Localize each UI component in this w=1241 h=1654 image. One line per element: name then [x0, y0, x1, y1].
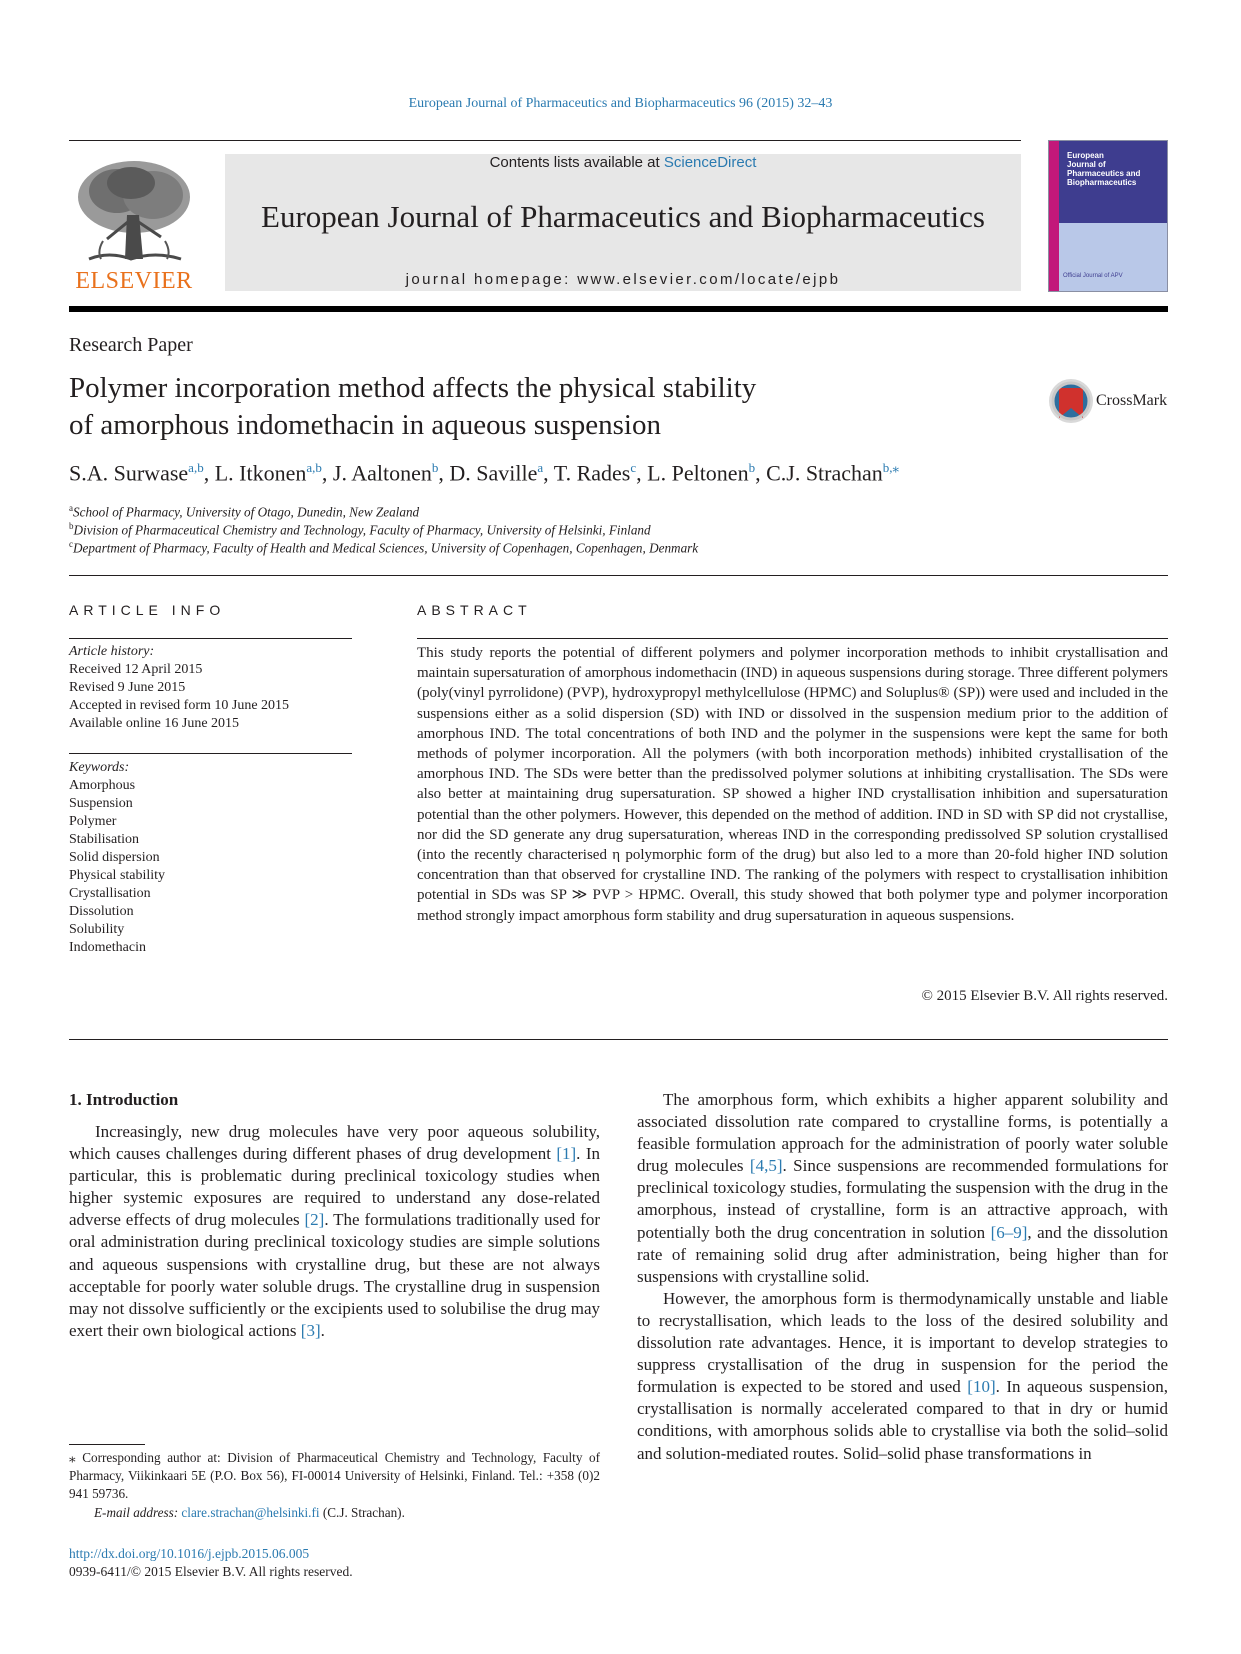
abstract-heading: ABSTRACT	[417, 602, 532, 618]
affiliation-text: Department of Pharmacy, Faculty of Health and Medical Sciences, University of Copenhagen, Copenhagen, Denmark	[73, 540, 699, 556]
article-info-rule	[69, 753, 352, 754]
doi-link[interactable]: http://dx.doi.org/10.1016/j.ejpb.2015.06.005	[69, 1546, 310, 1561]
paragraph	[637, 1288, 1168, 1465]
affiliation-mark: c	[69, 539, 73, 549]
author-separator: ,	[321, 460, 333, 486]
body-text: .	[320, 1320, 325, 1340]
citation-link[interactable]: [3]	[300, 1320, 321, 1340]
keyword: Solubility	[69, 922, 125, 937]
title-line: Polymer incorporation method affects the physical stability	[69, 372, 757, 404]
paragraph	[69, 1121, 600, 1342]
abstract-rule	[417, 638, 1168, 639]
article-info-heading: ARTICLE INFO	[69, 602, 226, 618]
author-affil-mark[interactable]: b	[431, 460, 439, 475]
keyword: Dissolution	[69, 904, 134, 919]
keyword: Amorphous	[69, 778, 136, 793]
article-info-rule	[69, 638, 352, 639]
section-divider	[69, 1039, 1168, 1040]
history-item: Revised 9 June 2015	[69, 680, 186, 695]
body-text: . The formulations traditionally used for oral administration during preclinical toxicology studies are simple solutions and aqueous suspensions with crystalline drug, but these are not always acceptable for poorly water soluble drugs. The crystalline drug in suspension may not dissolve sufficiently or the excipients used to solubilise the drug may exert their own biological actions	[69, 1210, 600, 1340]
keyword: Indomethacin	[69, 940, 146, 955]
author-affil-mark[interactable]: a,b	[188, 460, 204, 475]
affiliation	[69, 521, 651, 538]
footnote-rule	[69, 1444, 145, 1445]
citation-link[interactable]: [10]	[967, 1377, 996, 1397]
elsevier-wordmark[interactable]: ELSEVIER	[75, 268, 193, 294]
keyword: Stabilisation	[69, 832, 139, 847]
body-text: . In aqueous suspension, crystallisation is normally accelerated compared to that in dry or humid conditions, with amorphous solids able to crystallise via both the solid–solid and solution-mediated routes. Solid–solid phase transformations in	[637, 1377, 1168, 1463]
header-bottom-rule	[69, 306, 1168, 312]
affiliation-mark: b	[69, 521, 74, 531]
cover-footer: Official Journal of APV	[1063, 273, 1123, 279]
affiliation-text: School of Pharmacy, University of Otago, Dunedin, New Zealand	[73, 504, 420, 520]
corresponding-author-footnote: ⁎ Corresponding author at: Division of Pharmaceutical Chemistry and Technology, Faculty of Pharmacy, Viikinkaari 5E (P.O. Box 56), FI-00014 University of Helsinki, Finland. Tel.: +358 (0)2 941 59736.	[69, 1450, 600, 1501]
citation-link[interactable]: [1]	[556, 1144, 577, 1164]
affiliation-mark: a	[69, 503, 73, 513]
author-affil-mark[interactable]: a,b	[306, 460, 322, 475]
keyword: Physical stability	[69, 868, 166, 883]
citation-link[interactable]: [4,5]	[749, 1156, 783, 1176]
body-column-left	[69, 1121, 600, 1342]
author-affil-mark[interactable]: b	[748, 460, 756, 475]
citation-link[interactable]: [6–9]	[990, 1222, 1028, 1242]
email-suffix: (C.J. Strachan).	[319, 1505, 405, 1520]
body-text: , and the dissolution rate of remaining solid drug after administration, being higher than for suspensions with crystalline solid.	[637, 1222, 1168, 1286]
cover-line: Biopharmaceutics	[1067, 178, 1137, 187]
journal-cover-image[interactable]	[1048, 140, 1168, 292]
keyword: Solid dispersion	[69, 850, 160, 865]
keyword: Crystallisation	[69, 886, 151, 901]
article-title	[69, 370, 969, 444]
cover-line: Pharmaceutics and	[1067, 169, 1141, 178]
affiliation-text: Division of Pharmaceutical Chemistry and Technology, Faculty of Pharmacy, University of Helsinki, Finland	[73, 522, 651, 538]
cover-line: European	[1067, 151, 1104, 160]
abstract-text: This study reports the potential of different polymers and polymer incorporation methods to inhibit crystallisation and maintain supersaturation of amorphous indomethacin (IND) in aqueous suspensions during storage. Three different polymers (poly(vinyl pyrrolidone) (PVP), hydroxypropyl methylcellulose (HPMC) and Soluplus® (SP)) were used and included in the suspensions either as a solid dispersion (SD) with IND or dissolved in the suspension medium prior to the addition of amorphous IND. The total concentrations of both IND and the polymer in the suspensions were kept the same for both methods of polymer incorporation. All the polymers (with both incorporation methods) inhibited crystallisation of the amorphous IND. The SDs were better than the predissolved polymer solutions at inhibiting crystallisation. The SDs were also better at maintaining drug supersaturation. SP showed a higher IND crystallisation inhibition and supersaturation potential than the other polymers. However, this depended on the method of addition. IND in SD with SP did not crystallise, nor did the SD generate any drug supersaturation, whereas IND in the corresponding predissolved SP solution crystallised (into the recently characterised η polymorphic form of the drug) but also led to a more than 20-fold higher IND solution concentration than that observed for crystalline IND. The ranking of the polymers with respect to crystallisation inhibition potential in SDs was SP ≫ PVP > HPMC. Overall, this study showed that both polymer type and polymer incorporation method strongly impact amorphous form stability and drug supersaturation in aqueous suspensions.	[417, 645, 1168, 924]
author-separator: ,	[203, 460, 215, 486]
keyword: Polymer	[69, 814, 117, 829]
author-separator: ,	[438, 460, 450, 486]
affiliation	[69, 503, 419, 520]
history-item: Available online 16 June 2015	[69, 716, 240, 731]
author-separator: ,	[543, 460, 554, 486]
author-name[interactable]: C.J. Strachan	[766, 460, 883, 486]
journal-homepage[interactable]: journal homepage: www.elsevier.com/locate/ejpb	[405, 271, 841, 288]
history-item: Received 12 April 2015	[69, 662, 203, 677]
author-affil-mark[interactable]: a	[537, 460, 544, 475]
body-column-right	[637, 1089, 1168, 1465]
body-text: . Since suspensions are recommended formulations for preclinical toxicology studies, formulating the suspension with the drug in the amorphous, instead of crystalline, form is an attractive approach, with potentially both the drug concentration in solution	[637, 1156, 1168, 1242]
contents-prefix: Contents lists available at	[489, 154, 664, 171]
author-affil-mark[interactable]: c	[630, 460, 637, 475]
sciencedirect-link[interactable]: ScienceDirect	[663, 154, 757, 171]
paragraph	[637, 1089, 1168, 1288]
history-item: Accepted in revised form 10 June 2015	[69, 698, 290, 713]
article-type: Research Paper	[69, 334, 193, 356]
email-link[interactable]: clare.strachan@helsinki.fi	[181, 1505, 320, 1520]
author-name[interactable]: J. Aaltonen	[332, 460, 432, 486]
history-label: Article history:	[69, 644, 155, 659]
section-divider	[69, 575, 1168, 576]
author-affil-mark[interactable]: b,⁎	[882, 460, 900, 475]
journal-title: European Journal of Pharmaceutics and Biopharmaceutics	[261, 199, 985, 234]
email-label: E-mail address:	[94, 1505, 182, 1520]
contents-line	[225, 154, 1021, 171]
author-list	[69, 460, 899, 486]
author-separator: ,	[636, 460, 648, 486]
crossmark-label[interactable]: CrossMark	[1096, 392, 1168, 409]
cover-title	[1067, 151, 1140, 187]
author-name[interactable]: L. Itkonen	[214, 460, 307, 486]
title-line: of amorphous indomethacin in aqueous suspension	[69, 409, 661, 441]
author-name[interactable]: D. Saville	[449, 460, 538, 486]
author-name[interactable]: T. Rades	[553, 460, 631, 486]
cover-line: Journal of	[1067, 160, 1106, 169]
keyword: Suspension	[69, 796, 133, 811]
author-name[interactable]: L. Peltonen	[647, 460, 749, 486]
body-text: . In particular, this is problematic during preclinical toxicology studies when higher systemic exposures are required to understand any dose-related adverse effects of drug molecules	[69, 1144, 600, 1230]
author-name[interactable]: S.A. Surwase	[69, 460, 189, 486]
keywords-label: Keywords:	[69, 760, 130, 775]
running-head[interactable]: European Journal of Pharmaceutics and Biopharmaceutics 96 (2015) 32–43	[408, 96, 833, 111]
email-footnote	[94, 1505, 405, 1521]
section-heading: 1. Introduction	[69, 1090, 179, 1109]
citation-link[interactable]: [2]	[304, 1210, 325, 1230]
cover-stripe	[1049, 141, 1059, 291]
body-text: The amorphous form, which exhibits a higher apparent solubility and associated dissolution rate compared to crystalline forms, is potentially a feasible formulation approach for the administration of poorly water soluble drug molecules	[637, 1090, 1168, 1176]
body-text: Increasingly, new drug molecules have very poor aqueous solubility, which causes challenges during different phases of drug development	[69, 1122, 600, 1164]
author-separator: ,	[755, 460, 767, 486]
header-top-rule	[69, 140, 1021, 141]
abstract-copyright: © 2015 Elsevier B.V. All rights reserved.	[921, 988, 1168, 1004]
issn-line: 0939-6411/© 2015 Elsevier B.V. All rights reserved.	[69, 1564, 353, 1579]
affiliation	[69, 539, 698, 556]
body-text: However, the amorphous form is thermodynamically unstable and liable to recrystallisation, which leads to the loss of the desired solubility and dissolution rate advantages. Hence, it is important to develop strategies to suppress crystallisation of the drug in suspension for the period the formulation is expected to be stored and used	[637, 1288, 1168, 1397]
